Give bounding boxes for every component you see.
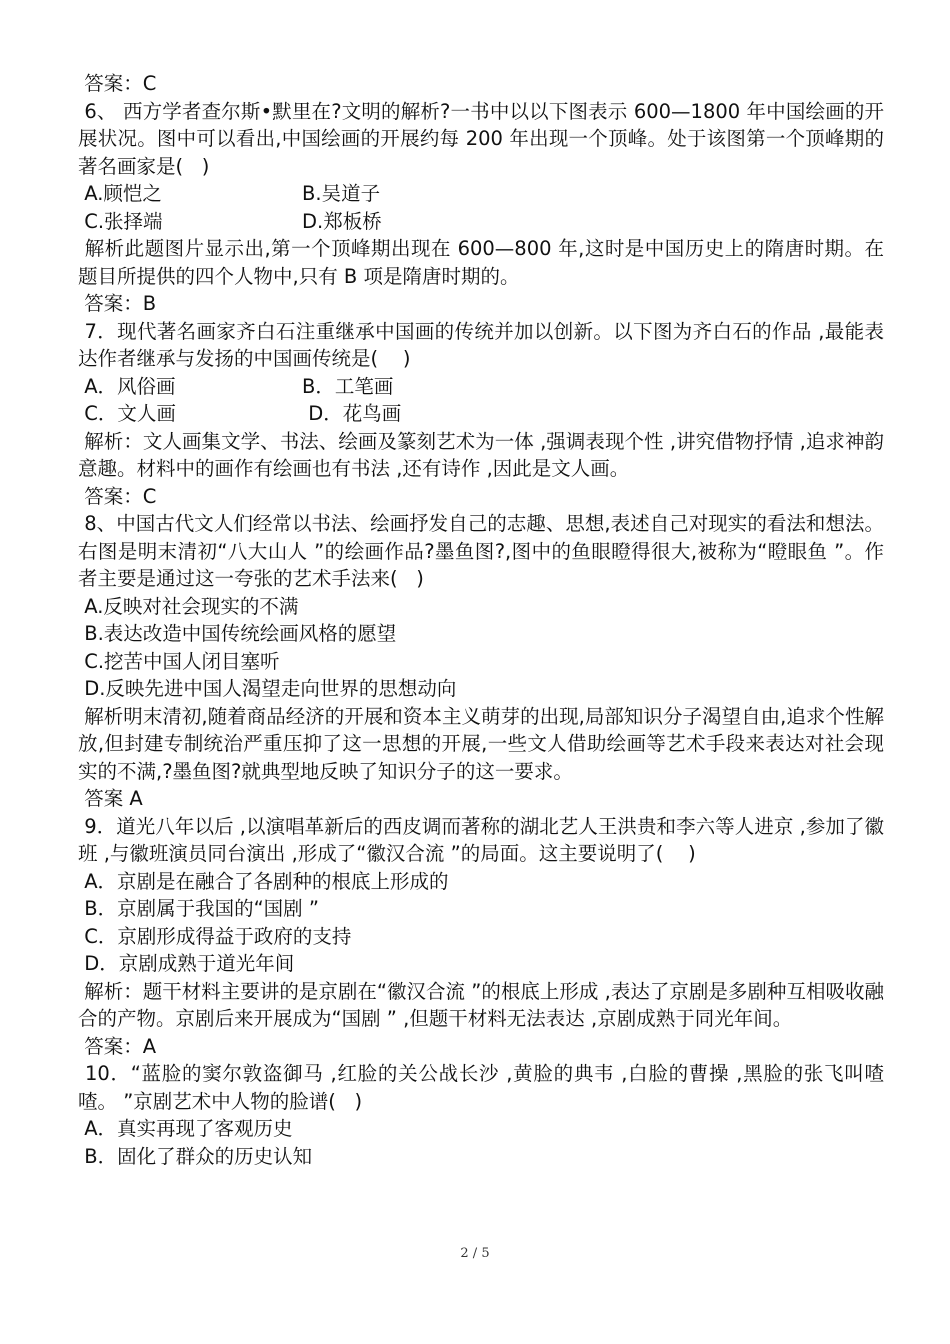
option-text: B.吴道子: [302, 182, 381, 205]
option-text: B．工笔画: [302, 374, 394, 398]
option-text: D．花鸟画: [302, 402, 402, 425]
text-paragraph: 解析：文人画集文学、书法、绘画及篆刻艺术为一体 ,强调表现个性 ,讲究借物抒情 ,追求神韵意趣。材料中的画作有绘画也有书法 ,还有诗作 ,因此是文人画。: [78, 429, 884, 480]
text-paragraph: 8、中国古代文人们经常以书法、绘画抒发自己的志趣、思想,表述自己对现实的看法和想法。右图是明末清初“八大山人 ”的绘画作品?墨鱼图?,图中的鱼眼瞪得很大,被称为“瞪眼鱼 ”。作者主要是通过这一夸张的艺术手法来( ): [78, 512, 884, 590]
text-paragraph: A.反映对社会现实的不满: [78, 594, 299, 618]
text-paragraph: 答案：C: [78, 484, 157, 508]
text-paragraph: D．京剧成熟于道光年间: [78, 952, 295, 975]
text-paragraph: 答案：C: [78, 72, 157, 95]
text-paragraph: 解析：题干材料主要讲的是京剧在“徽汉合流 ”的根底上形成 ,表达了京剧是多剧种互相吸收融合的产物。京剧后来开展成为“国剧 ” ,但题干材料无法表达 ,京剧成熟于同光年间。: [78, 979, 884, 1030]
text-paragraph: 解析明末清初,随着商品经济的开展和资本主义萌芽的出现,局部知识分子渴望自由,追求个性解放,但封建专制统治严重压抑了这一思想的开展,一些文人借助绘画等艺术手段来表达对社会现实的不满,?墨鱼图?就典型地反映了知识分子的这一要求。: [78, 704, 884, 783]
text-paragraph: 答案 A: [78, 787, 143, 810]
option-text: A.顾恺之: [78, 182, 162, 205]
text-paragraph: A．真实再现了客观历史: [78, 1117, 293, 1140]
option-text: C.张择端: [78, 209, 163, 233]
option-row: [78, 180, 884, 208]
option-text: A．风俗画: [78, 374, 176, 398]
option-row: [78, 400, 884, 428]
option-text: D.郑板桥: [302, 209, 382, 233]
text-paragraph: 6、 西方学者查尔斯•默里在?文明的解析?一书中以以下图表示 600—1800 年中国绘画的开展状况。图中可以看出,中国绘画的开展约每 200 年出现一个顶峰。处于该图第一个顶峰期的著名画家是( ): [78, 99, 884, 178]
text-paragraph: B．固化了群众的历史认知: [78, 1144, 313, 1168]
option-row: [78, 373, 884, 401]
text-paragraph: B.表达改造中国传统绘画风格的愿望: [78, 622, 397, 645]
text-paragraph: A．京剧是在融合了各剧种的根底上形成的: [78, 869, 449, 893]
page-number: 2 / 5: [460, 1246, 490, 1261]
text-paragraph: 10．“蓝脸的窦尔敦盗御马 ,红脸的关公战长沙 ,黄脸的典韦 ,白脸的曹操 ,黑脸的张飞叫喳喳。 ”京剧艺术中人物的脸谱( ): [78, 1062, 884, 1113]
text-paragraph: 答案：B: [78, 292, 157, 315]
text-paragraph: C.挖苦中国人闭目塞听: [78, 649, 280, 673]
option-row: [78, 208, 884, 236]
text-paragraph: 7．现代著名画家齐白石注重继承中国画的传统并加以创新。以下图为齐白石的作品 ,最能表达作者继承与发扬的中国画传统是( ): [78, 319, 884, 370]
document-body: [78, 70, 884, 1170]
text-paragraph: D.反映先进中国人渴望走向世界的思想动向: [78, 677, 457, 700]
text-paragraph: 解析此题图片显示出,第一个顶峰期出现在 600—800 年,这时是中国历史上的隋唐时期。在题目所提供的四个人物中,只有 B 项是隋唐时期的。: [78, 237, 885, 288]
text-paragraph: 9．道光八年以后 ,以演唱革新后的西皮调而著称的湖北艺人王洪贵和李六等人进京 ,参加了徽班 ,与徽班演员同台演出 ,形成了“徽汉合流 ”的局面。这主要说明了( ): [78, 814, 884, 865]
option-text: C．文人画: [78, 402, 176, 425]
text-paragraph: 答案：A: [78, 1034, 157, 1058]
text-paragraph: B．京剧属于我国的“国剧 ”: [78, 897, 319, 920]
text-paragraph: C．京剧形成得益于政府的支持: [78, 924, 352, 948]
